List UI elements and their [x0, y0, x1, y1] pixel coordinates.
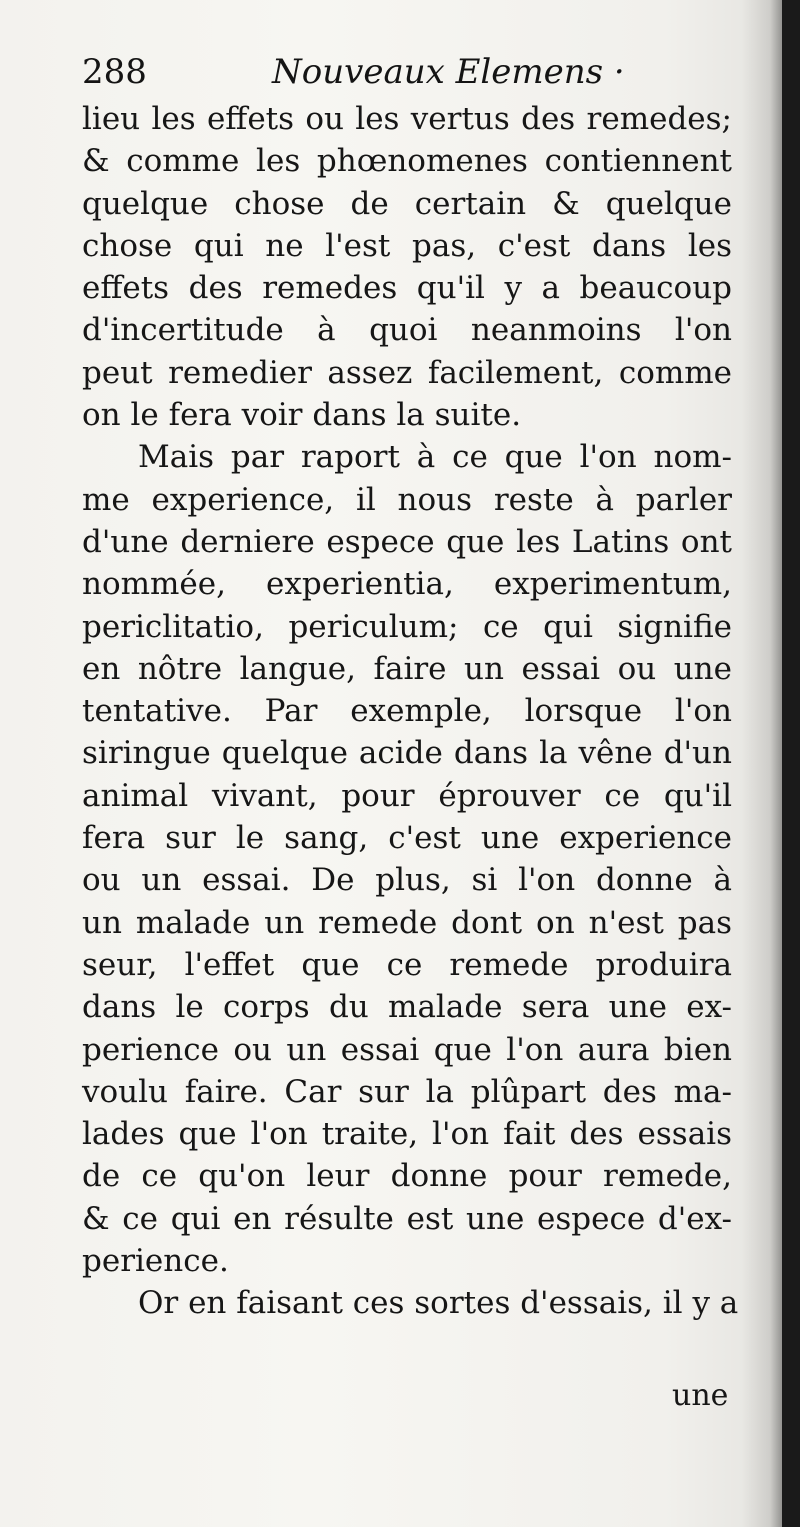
paragraph-end-line: perience.: [82, 1243, 229, 1280]
text-line: tentative. Par exemple, lorsque l'on: [82, 693, 732, 730]
text-line: & ce qui en résulte est une espece d'ex-: [82, 1200, 732, 1237]
text-line: d'incertitude à quoi neanmoins l'on: [82, 312, 732, 349]
text-line: & comme les phœnomenes contiennent: [82, 143, 732, 180]
text-line: periclitatio, periculum; ce qui signifie: [82, 608, 732, 645]
text-line: voulu faire. Car sur la plûpart des ma-: [82, 1073, 732, 1110]
text-line: nommée, experientia, experimentum,: [82, 566, 732, 603]
text-line: siringue quelque acide dans la vêne d'un: [82, 735, 732, 772]
text-line: seur, l'effet que ce remede produira: [82, 946, 732, 983]
text-line: perience ou un essai que l'on aura bien: [82, 1031, 732, 1068]
text-line: ou un essai. De plus, si l'on donne à: [82, 862, 732, 899]
text-line: d'une derniere espece que les Latins ont: [82, 523, 732, 560]
running-title: Nouveaux Elemens ·: [272, 52, 625, 92]
text-line: effets des remedes qu'il y a beaucoup: [82, 270, 732, 307]
text-line: en nôtre langue, faire un essai ou une: [82, 650, 732, 687]
text-line: fera sur le sang, c'est une experience: [82, 820, 732, 857]
text-line: animal vivant, pour éprouver ce qu'il: [82, 777, 732, 814]
text-line: dans le corps du malade sera une ex-: [82, 989, 732, 1026]
text-line: peut remedier assez facilement, comme: [82, 354, 732, 391]
body-text: [82, 98, 739, 1325]
page-number: 288: [82, 52, 147, 92]
text-line: un malade un remede dont on n'est pas: [82, 904, 732, 941]
text-line: quelque chose de certain & quelque: [82, 185, 732, 222]
paragraph-start-line: Or en faisant ces sortes d'essais, il y a: [138, 1285, 739, 1322]
text-line: me experience, il nous reste à parler: [82, 481, 732, 518]
text-line: lieu les effets ou les vertus des remedes;: [82, 101, 732, 137]
catchword: une: [672, 1378, 729, 1413]
text-line: de ce qu'on leur donne pour remede,: [82, 1158, 732, 1195]
paragraph-start-line: Mais par raport à ce que l'on nom-: [138, 439, 732, 476]
gutter-shadow: [742, 0, 782, 1527]
page-header: [82, 48, 722, 96]
text-line: lades que l'on traite, l'on fait des essais: [82, 1116, 732, 1153]
text-line: chose qui ne l'est pas, c'est dans les: [82, 227, 732, 264]
paragraph-end-line: on le fera voir dans la suite.: [82, 397, 522, 434]
